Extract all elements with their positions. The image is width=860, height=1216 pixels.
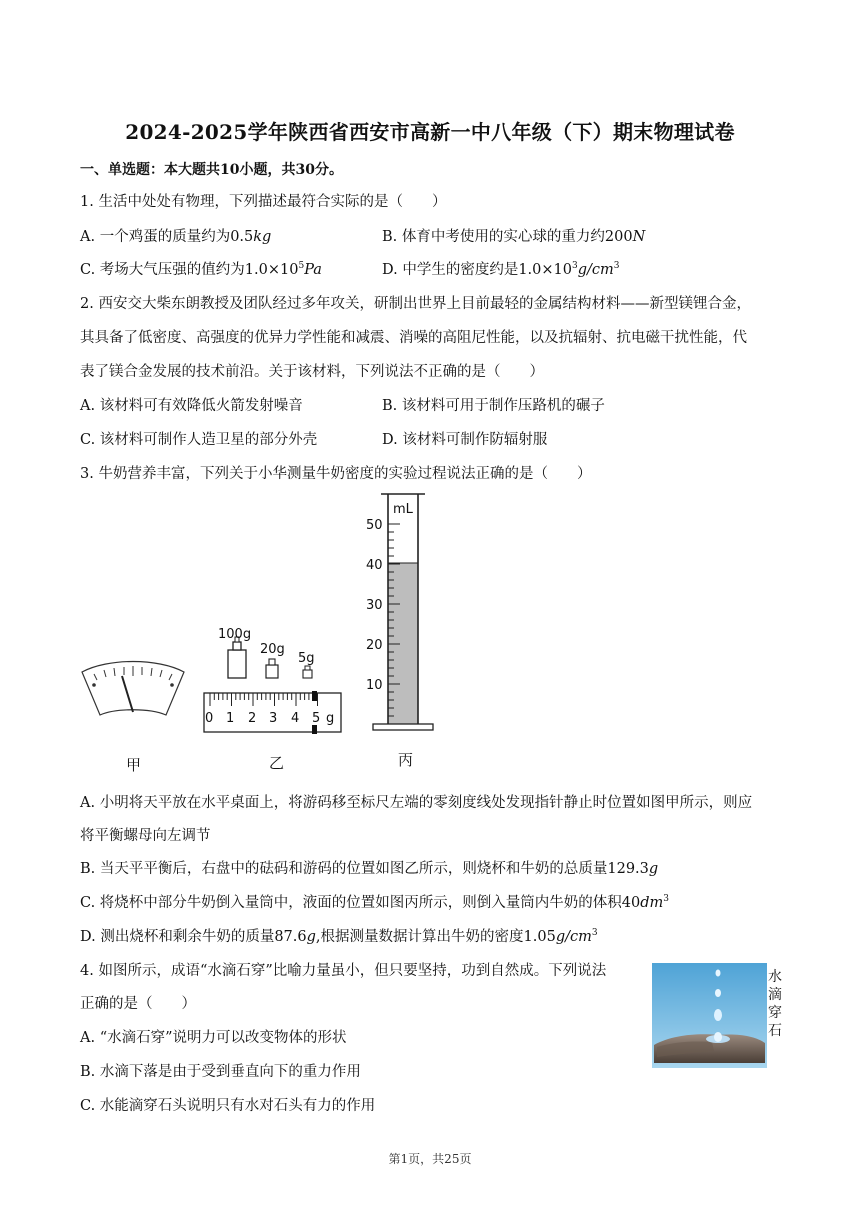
q4-stem-line2: 正确的是（ ） [80,996,196,1012]
ruler-label-5: 5 [312,711,321,726]
q2-stem-line3: 表了镁合金发展的技术前沿。关于该材料，下列说法不正确的是（ ） [80,364,544,380]
q1-option-c: C. 考场大气压强的值约为$1.0\times 10^5Pa$ [80,261,322,278]
weight-5g-icon [303,666,312,678]
q2-option-c: C. 该材料可制作人造卫星的部分外壳 [80,432,318,448]
q3-option-a-line1: A. 小明将天平放在水平桌面上，将游码移至标尺左端的零刻度线处发现指针静止时位置如图甲所示，则应 [80,795,753,811]
q3-figure [70,490,450,775]
weight-5g-label: 5g [298,651,315,666]
weight-100g-label: 100g [218,627,252,642]
ruler-label-3: 3 [269,711,278,726]
q1-stem: 1. 生活中处处有物理，下列描述最符合实际的是（ ） [80,194,447,210]
q2-stem-line1: 2. 西安交大柴东朗教授及团队经过多年攻关，研制出世界上目前最轻的金属结构材料——新型镁锂合金， [80,296,751,312]
q3-option-b: B. 当天平平衡后，右盘中的砝码和游码的位置如图乙所示，则烧杯和牛奶的总质量129.3g [80,861,659,877]
q2-option-d: D. 该材料可制作防辐射服 [382,432,548,448]
water-drop-stone-image [652,963,767,1068]
q1-option-a: A. 一个鸡蛋的质量约为0.5kg [80,229,272,245]
figure-label-yi: 乙 [269,754,285,772]
q4-stem-line1: 4. 如图所示，成语“水滴石穿”比喻力量虽小，但只要坚持，功到自然成。下列说法 [80,963,607,979]
cylinder-label-30: 30 [366,598,383,613]
section-heading: 一、单选题：本大题共10小题，共30分。 [80,162,343,178]
cylinder-label-20: 20 [366,638,383,653]
q4-option-a: A. “水滴石穿”说明力可以改变物体的形状 [80,1030,347,1046]
figure-label-bing: 丙 [398,751,414,769]
weight-20g-label: 20g [260,642,285,657]
water-drop-caption: 水 滴 穿 石 [768,969,782,1039]
weight-100g-icon [228,637,246,678]
balance-ruler [204,691,341,734]
balance-dial-icon [82,662,184,716]
q2-stem-line2: 其具备了低密度、高强度的优异力学性能和减震、消噪的高阻尼性能，以及抗辐射、抗电磁干扰性能，代 [80,330,747,346]
q2-option-a: A. 该材料可有效降低火箭发射噪音 [80,398,303,414]
ruler-label-1: 1 [226,711,235,726]
q3-option-d: D. 测出烧杯和剩余牛奶的质量87.6g,根据测量数据计算出牛奶的密度$1.05g/cm^3$ [80,928,598,945]
cylinder-label-10: 10 [366,678,383,693]
weight-20g-icon [266,659,278,678]
q1-option-b: B. 体育中考使用的实心球的重力约200N [382,229,646,245]
q2-option-b: B. 该材料可用于制作压路机的碾子 [382,398,605,414]
page-title: 2024-2025学年陕西省西安市高新一中八年级（下）期末物理试卷 [125,120,735,144]
ruler-label-0: 0 [205,711,214,726]
figure-label-jia: 甲 [126,756,142,774]
graduated-cylinder [366,494,433,730]
page-footer: 第1页，共25页 [388,1152,472,1166]
q4-option-b: B. 水滴下落是由于受到垂直向下的重力作用 [80,1064,361,1080]
q1-option-d: D. 中学生的密度约是$1.0\times 10^3g/cm^3$ [382,261,620,278]
ruler-label-2: 2 [248,711,257,726]
q3-option-a-line2: 将平衡螺母向左调节 [80,828,211,844]
cylinder-label-40: 40 [366,558,383,573]
ruler-unit: g [326,711,335,726]
q3-stem: 3. 牛奶营养丰富，下列关于小华测量牛奶密度的实验过程说法正确的是（ ） [80,466,592,482]
cylinder-label-50: 50 [366,518,383,533]
cylinder-unit: mL [393,502,413,517]
q4-option-c: C. 水能滴穿石头说明只有水对石头有力的作用 [80,1098,376,1114]
ruler-label-4: 4 [291,711,300,726]
q3-option-c: C. 将烧杯中部分牛奶倒入量筒中，液面的位置如图丙所示，则倒入量筒内牛奶的体积$40dm^3$ [80,894,670,911]
